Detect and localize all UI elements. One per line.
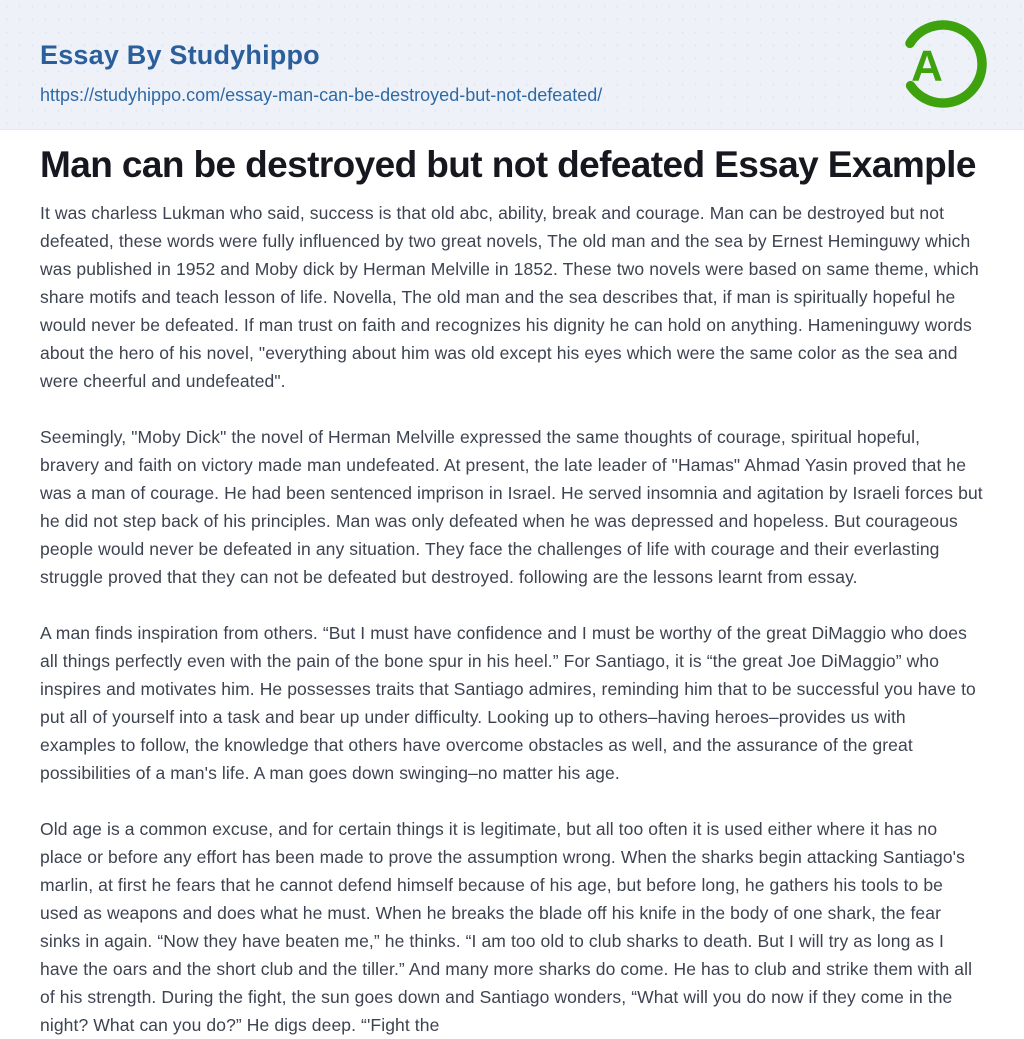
- essay-paragraph-2: Seemingly, "Moby Dick" the novel of Herman Melville expressed the same thoughts of courage, spiritual hopeful, bravery and faith on victory made man undefeated. At present, the late leader of "Hamas" Ahmad Yasin proved that he was a man of courage. He had been sentenced imprison in Israel. He served insomnia and agitation by Israeli forces but he did not step back of his principles. Man was only defeated when he was depressed and hopeless. But courageous people would never be defeated in any situation. They face the challenges of life with courage and their everlasting struggle proved that they can not be defeated but destroyed. following are the lessons learnt from essay.: [40, 427, 983, 587]
- essay-paragraph-4: Old age is a common excuse, and for certain things it is legitimate, but all too often it is used either where it has no place or before any effort has been made to prove the assumption wrong. When the sharks begin attacking Santiago's marlin, at first he fears that he cannot defend himself because of his age, but before long, he gathers his tools to be used as weapons and does what he must. When he breaks the blade off his knife in the body of one shark, the fear sinks in again. “Now they have beaten me,” he thinks. “I am too old to club sharks to death. But I will try as long as I have the oars and the short club and the tiller.” And many more sharks do come. He has to club and strike them with all of his strength. During the fight, the sun goes down and Santiago wonders, “What will you do now if they come in the night? What can you do?” He digs deep. “'Fight the: [40, 819, 973, 1035]
- logo-arc-icon: [896, 16, 990, 112]
- site-title: Essay By Studyhippo: [40, 40, 320, 70]
- studyhippo-logo-icon: [896, 16, 990, 112]
- essay-title: Man can be destroyed but not defeated Essay Example: [40, 144, 976, 185]
- essay-paragraph-1: It was charless Lukman who said, success is that old abc, ability, break and courage. Man can be destroyed but not defeated, these words were fully influenced by two great novels, The old man and the sea by Ernest Heminguwy which was published in 1952 and Moby dick by Herman Melville in 1852. These two novels were based on same theme, which share motifs and teach lesson of life. Novella, The old man and the sea describes that, if man is spiritually hopeful he would never be defeated. If man trust on faith and recognizes his dignity he can hold on anything. Hameninguwy words about the hero of his novel, "everything about him was old except his eyes which were the same color as the sea and were cheerful and undefeated".: [40, 203, 979, 391]
- essay-content: [0, 146, 1024, 1039]
- essay-body: [40, 199, 984, 1039]
- header-band: [0, 0, 1024, 130]
- header-text-block: [40, 40, 602, 106]
- essay-paragraph-3: A man finds inspiration from others. “But I must have confidence and I must be worthy of the great DiMaggio who does all things perfectly even with the pain of the bone spur in his heel.” For Santiago, it is “the great Joe DiMaggio” who inspires and motivates him. He possesses traits that Santiago admires, reminding him that to be successful you have to put all of yourself into a task and bear up under difficulty. Looking up to others–having heroes–provides us with examples to follow, the knowledge that others have overcome obstacles as well, and the assurance of the great possibilities of a man's life. A man goes down swinging–no matter his age.: [40, 623, 976, 783]
- logo-letter: A: [911, 41, 943, 91]
- source-url-link[interactable]: https://studyhippo.com/essay-man-can-be-destroyed-but-not-defeated/: [40, 85, 603, 105]
